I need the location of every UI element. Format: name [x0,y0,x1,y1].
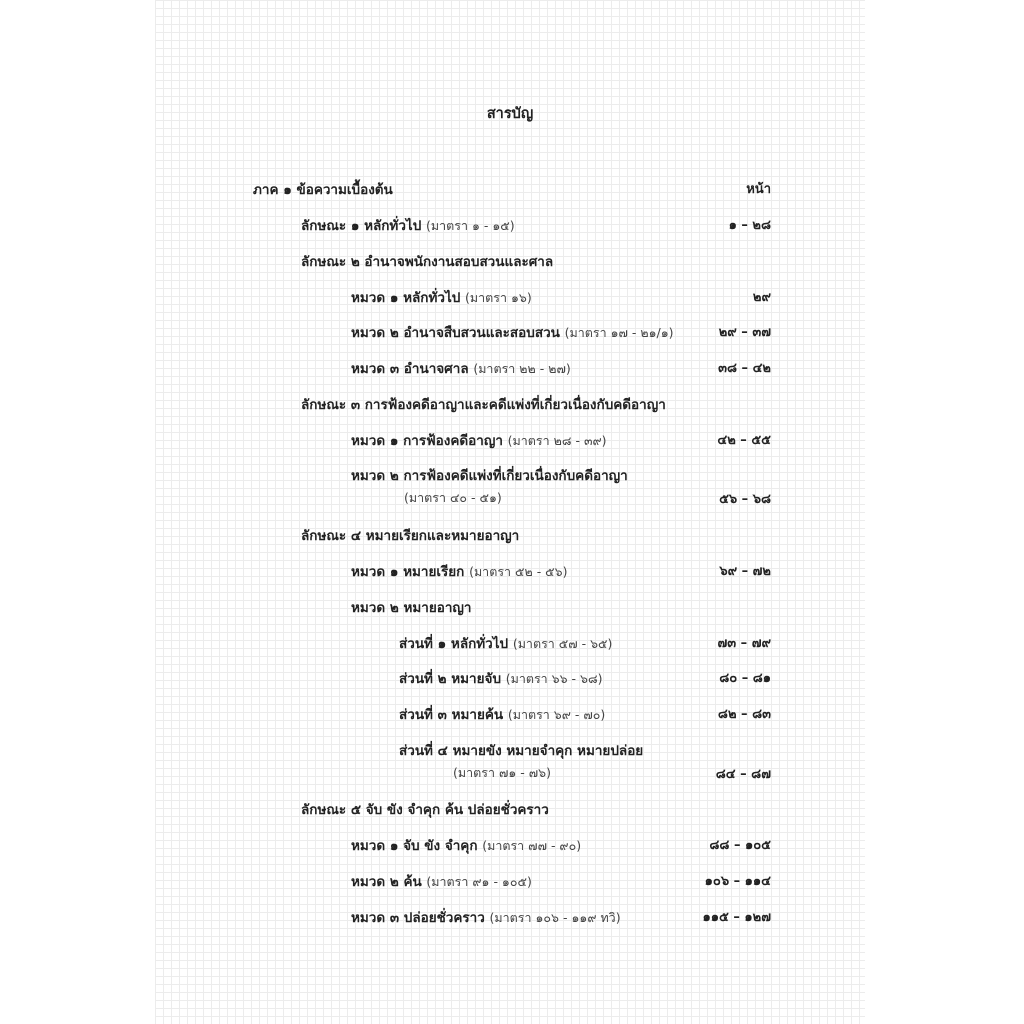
toc-entry [155,464,865,484]
entry-label: หมวด ๓ อำนาจศาล [351,361,469,377]
entry-ref: (มาตรา ๒๒ - ๒๗) [473,361,571,376]
entry-ref: (มาตรา ๔๐ - ๕๑) [404,490,502,505]
entry-label: หมวด ๑ การฟ้องคดีอาญา [351,433,503,449]
toc-entry [155,560,865,580]
entry-ref: (มาตรา ๑๗ - ๒๑/๑) [564,325,674,340]
entry-pages: ๕๖ – ๖๘ [719,492,771,507]
entry-ref: (มาตรา ๖๙ - ๗๐) [507,707,606,722]
entry-label: ลักษณะ ๔ หมายเรียกและหมายอาญา [301,528,520,544]
toc-entry-continuation [155,488,865,508]
entry-label: หมวด ๒ อำนาจสืบสวนและสอบสวน [351,325,560,341]
entry-pages: ๘๘ – ๑๐๕ [709,838,771,853]
entry-pages: ๒๙ – ๓๗ [718,325,771,340]
toc-entry [155,870,865,890]
toc-entry [155,834,865,854]
entry-label: หมวด ๒ หมายอาญา [351,600,472,616]
entry-label: ส่วนที่ ๒ หมายจับ [399,671,502,687]
toc-entry [155,524,865,544]
entry-pages: ๘๒ – ๘๓ [717,707,771,722]
toc-part-row [155,178,865,198]
toc-entry [155,596,865,616]
toc-entry [155,250,865,270]
entry-label: ส่วนที่ ๓ หมายค้น [399,707,504,723]
entry-pages: ๘๐ – ๘๑ [719,671,771,686]
entry-pages: ๘๔ – ๘๗ [715,767,771,782]
toc-entry [155,393,865,413]
entry-pages: ๒๙ [752,290,771,305]
toc-entry [155,798,865,818]
toc-entry [155,667,865,687]
entry-label: ส่วนที่ ๑ หลักทั่วไป [399,636,509,652]
entry-pages: ๖๙ – ๗๒ [719,564,771,579]
entry-label: หมวด ๓ ปล่อยชั่วคราว [351,910,485,926]
entry-label: ส่วนที่ ๔ หมายขัง หมายจำคุก หมายปล่อย [399,743,644,759]
entry-pages: ๑๐๖ – ๑๑๔ [704,874,771,889]
entry-label: หมวด ๑ จับ ขัง จำคุก [351,838,478,854]
entry-label: ลักษณะ ๑ หลักทั่วไป [301,218,422,234]
toc-entry [155,632,865,652]
entry-ref: (มาตรา ๗๑ - ๗๖) [453,765,551,780]
entry-pages: ๔๒ – ๕๕ [717,433,771,448]
toc-entry [155,357,865,377]
toc-entry-continuation [155,763,865,783]
toc-title: สารบัญ [486,106,534,122]
part-label: ภาค ๑ ข้อความเบื้องต้น [253,182,393,198]
entry-ref: (มาตรา ๙๑ - ๑๐๕) [426,874,532,889]
entry-ref: (มาตรา ๖๖ - ๖๘) [505,671,603,686]
toc-entry [155,214,865,234]
toc-entry [155,739,865,759]
toc-entry [155,703,865,723]
toc-entry [155,429,865,449]
entry-ref: (มาตรา ๗๗ - ๙๐) [482,838,582,853]
toc-entry [155,906,865,926]
entry-label: ลักษณะ ๒ อำนาจพนักงานสอบสวนและศาล [301,254,554,270]
entry-pages: ๑๑๕ – ๑๒๗ [702,910,771,925]
entry-ref: (มาตรา ๑ - ๑๕) [425,218,515,233]
toc-entry [155,321,865,341]
entry-label: ลักษณะ ๓ การฟ้องคดีอาญาและคดีแพ่งที่เกี่ยวเนื่องกับคดีอาญา [301,397,666,413]
entry-ref: (มาตรา ๑๐๖ - ๑๑๙ ทวิ) [489,910,621,925]
entry-pages: ๗๓ – ๗๙ [717,636,771,651]
entry-pages: ๓๘ – ๔๒ [718,361,771,376]
page-column-header: หน้า [746,182,771,197]
entry-ref: (มาตรา ๑๖) [465,290,532,305]
entry-ref: (มาตรา ๕๒ - ๕๖) [469,564,568,579]
entry-label: หมวด ๒ การฟ้องคดีแพ่งที่เกี่ยวเนื่องกับคดีอาญา [351,468,628,484]
entry-ref: (มาตรา ๒๘ - ๓๙) [507,433,607,448]
entry-label: ลักษณะ ๕ จับ ขัง จำคุก ค้น ปล่อยชั่วคราว [301,802,549,818]
document-page [155,0,865,1024]
entry-label: หมวด ๑ หลักทั่วไป [351,290,461,306]
entry-pages: ๑ – ๒๘ [728,218,771,233]
entry-label: หมวด ๒ ค้น [351,874,422,890]
entry-label: หมวด ๑ หมายเรียก [351,564,465,580]
toc-entry [155,286,865,306]
entry-ref: (มาตรา ๕๗ - ๖๕) [512,636,613,651]
